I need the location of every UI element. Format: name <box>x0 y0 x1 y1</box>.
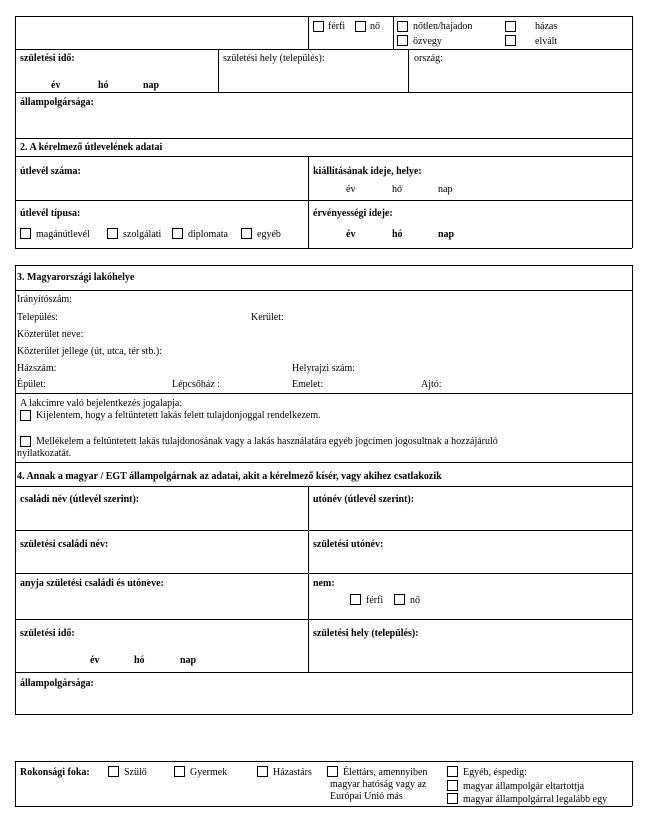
partner-label: Élettárs, amennyiben <box>343 767 428 778</box>
sex-male-label: férfi <box>366 595 384 606</box>
s4-birth-year-label: év <box>90 655 100 666</box>
birth-family-name-label: születési családi név: <box>20 539 109 550</box>
street-name-label: Közterület neve: <box>17 329 84 340</box>
gender-male-label: férfi <box>328 21 346 32</box>
passport-number-label: útlevél száma: <box>20 166 81 177</box>
s4-birth-date-label: születési idő: <box>20 628 75 639</box>
spouse-checkbox[interactable] <box>257 766 268 777</box>
other-checkbox[interactable] <box>447 766 458 777</box>
s4-citizenship-label: állampolgársága: <box>20 678 94 689</box>
building-label: Épület: <box>17 379 46 390</box>
passport-type-label: útlevél típusa: <box>20 208 81 219</box>
gender-female-label: nő <box>370 21 380 32</box>
marital-widowed-checkbox[interactable] <box>397 35 408 46</box>
other-label: Egyéb, éspedig: <box>463 767 527 778</box>
type-private-label: magánútlevél <box>36 229 90 240</box>
relationship-label: Rokonsági foka: <box>20 767 90 778</box>
option-owner-checkbox[interactable] <box>20 410 31 421</box>
partner-label-cont-2: Európai Unió más <box>330 791 403 802</box>
issue-month-label: hó <box>392 184 402 195</box>
type-service-checkbox[interactable] <box>107 228 118 239</box>
dependent-label: magyar állampolgár eltartottja <box>463 781 585 792</box>
s4-birth-place-label: születési hely (település): <box>313 628 419 639</box>
marital-divorced-checkbox[interactable] <box>505 35 516 46</box>
s4-birth-day-label: nap <box>180 655 197 666</box>
cohabitant-label: magyar állampolgárral legalább egy <box>463 794 608 805</box>
birth-date-label: születési idő: <box>20 53 75 64</box>
marital-single-checkbox[interactable] <box>397 21 408 32</box>
citizenship-label: állampolgársága: <box>20 97 94 108</box>
sex-label: nem: <box>313 578 335 589</box>
parent-checkbox[interactable] <box>108 766 119 777</box>
marital-married-label: házas <box>535 21 558 32</box>
country-label: ország: <box>414 53 443 64</box>
mother-name-label: anyja születési családi és utóneve: <box>20 578 164 589</box>
settlement-label: Település: <box>17 312 58 323</box>
validity-year-label: év <box>346 229 356 240</box>
type-service-label: szolgálati <box>123 229 162 240</box>
house-number-label: Házszám: <box>17 363 57 374</box>
dependent-checkbox[interactable] <box>447 780 458 791</box>
birth-place-label: születési hely (település): <box>223 53 325 64</box>
district-label: Kerület: <box>251 312 284 323</box>
birth-year-label: év <box>51 80 61 91</box>
partner-label-cont-1: magyar hatóság vagy az <box>330 779 427 790</box>
validity-month-label: hó <box>392 229 403 240</box>
validity-day-label: nap <box>438 229 455 240</box>
s4-birth-month-label: hó <box>134 655 145 666</box>
section-4-title: 4. Annak a magyar / EGT állampolgárnak az adatai, akit a kérelmező kísér, vagy akihez csatlakozik <box>17 471 442 482</box>
street-type-label: Közterület jellege (út, utca, tér stb.): <box>17 346 162 357</box>
cohabitant-checkbox[interactable] <box>447 793 458 804</box>
type-other-checkbox[interactable] <box>241 228 252 239</box>
birth-month-label: hó <box>98 80 109 91</box>
family-name-label: családi név (útlevél szerint): <box>20 494 140 505</box>
section-3-title: 3. Magyarországi lakóhelye <box>17 272 135 283</box>
marital-married-checkbox[interactable] <box>505 21 516 32</box>
sex-female-checkbox[interactable] <box>394 594 405 605</box>
gender-female-checkbox[interactable] <box>355 21 366 32</box>
given-name-label: utónév (útlevél szerint): <box>313 494 415 505</box>
type-other-label: egyéb <box>257 229 281 240</box>
type-diplomatic-label: diplomata <box>188 229 228 240</box>
type-diplomatic-checkbox[interactable] <box>172 228 183 239</box>
staircase-label: Lépcsőház : <box>172 379 221 390</box>
marital-single-label: nőtlen/hajadon <box>413 21 473 32</box>
spouse-label: Házastárs <box>273 767 312 778</box>
option-consent-label-cont: nyilatkozatát. <box>17 448 72 459</box>
issue-label: kiállításának ideje, helye: <box>313 166 422 177</box>
legal-basis-label: A lakcímre való bejelentkezés jogalapja: <box>20 398 183 409</box>
type-private-checkbox[interactable] <box>20 228 31 239</box>
option-consent-checkbox[interactable] <box>20 436 31 447</box>
child-label: Gyermek <box>190 767 228 778</box>
marital-widowed-label: özvegy <box>413 36 442 47</box>
option-consent-label: Mellékelem a feltüntetett lakás tulajdonosának vagy a lakás használatára egyéb jogcímen jogosultnak a hozzájáruló <box>36 436 498 447</box>
floor-label: Emelet: <box>292 379 324 390</box>
sex-male-checkbox[interactable] <box>350 594 361 605</box>
parent-label: Szülő <box>124 767 147 778</box>
issue-day-label: nap <box>438 184 453 195</box>
validity-label: érvényességi ideje: <box>313 208 393 219</box>
child-checkbox[interactable] <box>174 766 185 777</box>
section-2-title: 2. A kérelmező útlevelének adatai <box>20 142 163 153</box>
parcel-number-label: Helyrajzi szám: <box>292 363 356 374</box>
sex-female-label: nő <box>410 595 420 606</box>
option-owner-label: Kijelentem, hogy a feltüntetett lakás felett tulajdonjoggal rendelkezem. <box>36 410 321 421</box>
door-label: Ajtó: <box>421 379 442 390</box>
issue-year-label: év <box>346 184 356 195</box>
marital-divorced-label: elvált <box>535 36 558 47</box>
birth-given-name-label: születési utónév: <box>313 539 384 550</box>
postcode-label: Irányítószám: <box>17 294 72 305</box>
birth-day-label: nap <box>143 80 160 91</box>
gender-male-checkbox[interactable] <box>313 21 324 32</box>
partner-checkbox[interactable] <box>327 766 338 777</box>
